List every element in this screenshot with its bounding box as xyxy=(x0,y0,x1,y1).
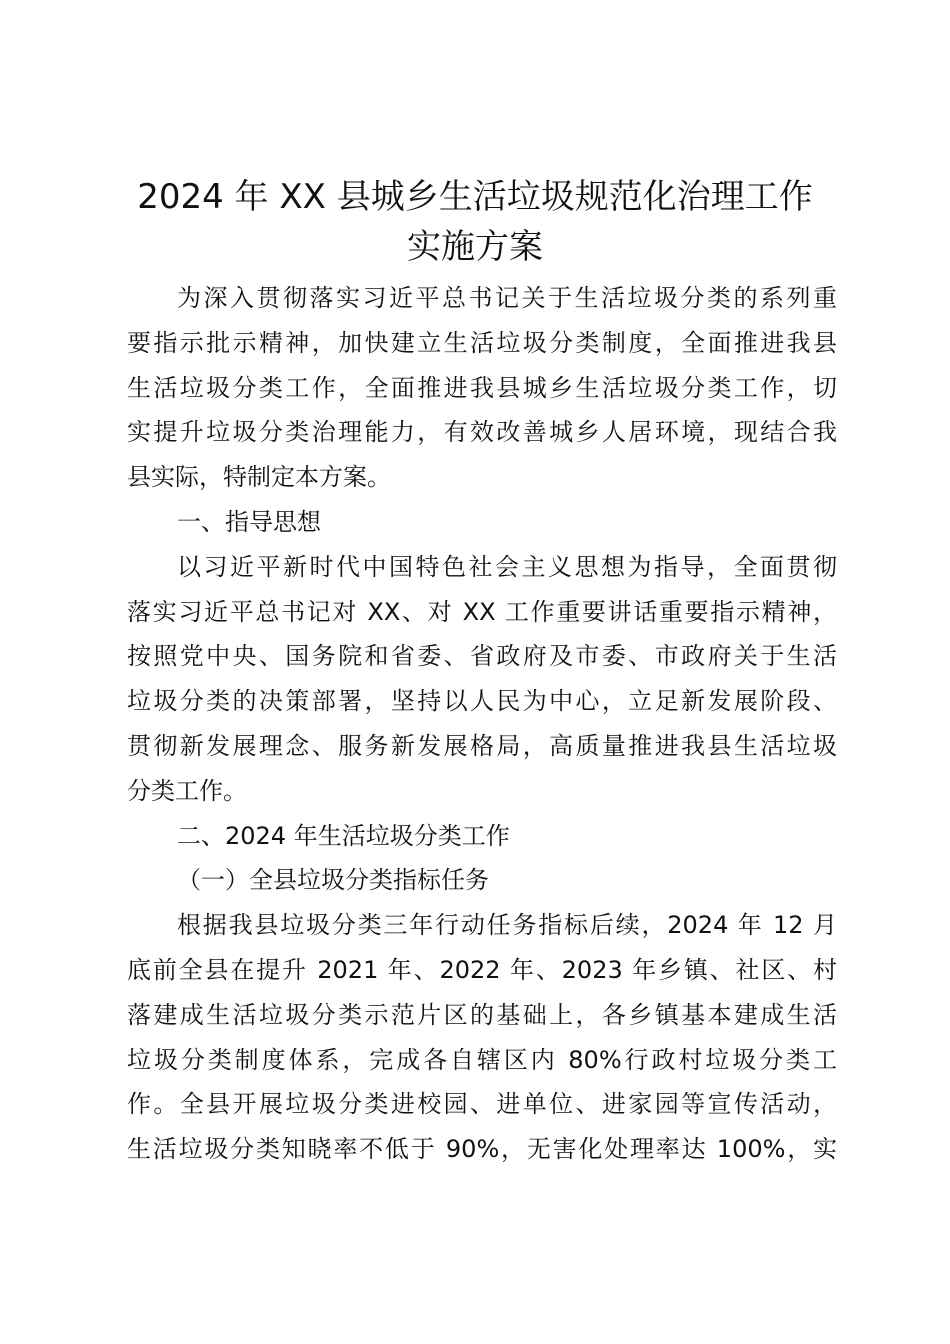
paragraph-line: 县实际，特制定本方案。 xyxy=(127,463,391,492)
paragraph-line: 底前全县在提升 2021 年、2022 年、2023 年乡镇、社区、村 xyxy=(127,955,837,984)
paragraph-line: 为深入贯彻落实习近平总书记关于生活垃圾分类的系列重 xyxy=(177,284,837,312)
document-body xyxy=(127,276,837,1172)
section-heading-guiding-ideology: 一、指导思想 xyxy=(177,507,321,536)
section-heading-2024-work: 二、2024 年生活垃圾分类工作 xyxy=(177,821,510,850)
document-title-line-1: 2024 年 XX 县城乡生活垃圾规范化治理工作 xyxy=(137,177,813,217)
paragraph-line: 根据我县垃圾分类三年行动任务指标后续，2024 年 12 月 xyxy=(177,911,837,940)
paragraph-line: 生活垃圾分类知晓率不低于 90%，无害化处理率达 100%，实 xyxy=(127,1135,837,1164)
paragraph-line: 落建成生活垃圾分类示范片区的基础上，各乡镇基本建成生活 xyxy=(127,1000,837,1029)
paragraph-line: 分类工作。 xyxy=(127,776,247,805)
paragraph-line: 作。全县开展垃圾分类进校园、进单位、进家园等宣传活动， xyxy=(127,1090,837,1119)
paragraph-line: 生活垃圾分类工作，全面推进我县城乡生活垃圾分类工作，切 xyxy=(127,373,837,402)
paragraph-line: 以习近平新时代中国特色社会主义思想为指导，全面贯彻 xyxy=(177,552,837,581)
document-title-line-2: 实施方案 xyxy=(407,227,543,267)
paragraph-line: 按照党中央、国务院和省委、省政府及市委、市政府关于生活 xyxy=(127,642,837,671)
paragraph-line: 落实习近平总书记对 XX、对 XX 工作重要讲话重要指示精神， xyxy=(127,597,837,626)
paragraph-line: 要指示批示精神，加快建立生活垃圾分类制度，全面推进我县 xyxy=(127,328,837,357)
paragraph-line: 垃圾分类的决策部署，坚持以人民为中心，立足新发展阶段、 xyxy=(127,687,837,716)
paragraph-line: 实提升垃圾分类治理能力，有效改善城乡人居环境，现结合我 xyxy=(127,418,837,447)
paragraph-line: 垃圾分类制度体系，完成各自辖区内 80%行政村垃圾分类工 xyxy=(127,1045,837,1074)
subsection-heading-targets: （一）全县垃圾分类指标任务 xyxy=(177,866,489,895)
paragraph-line: 贯彻新发展理念、服务新发展格局，高质量推进我县生活垃圾 xyxy=(127,731,837,760)
